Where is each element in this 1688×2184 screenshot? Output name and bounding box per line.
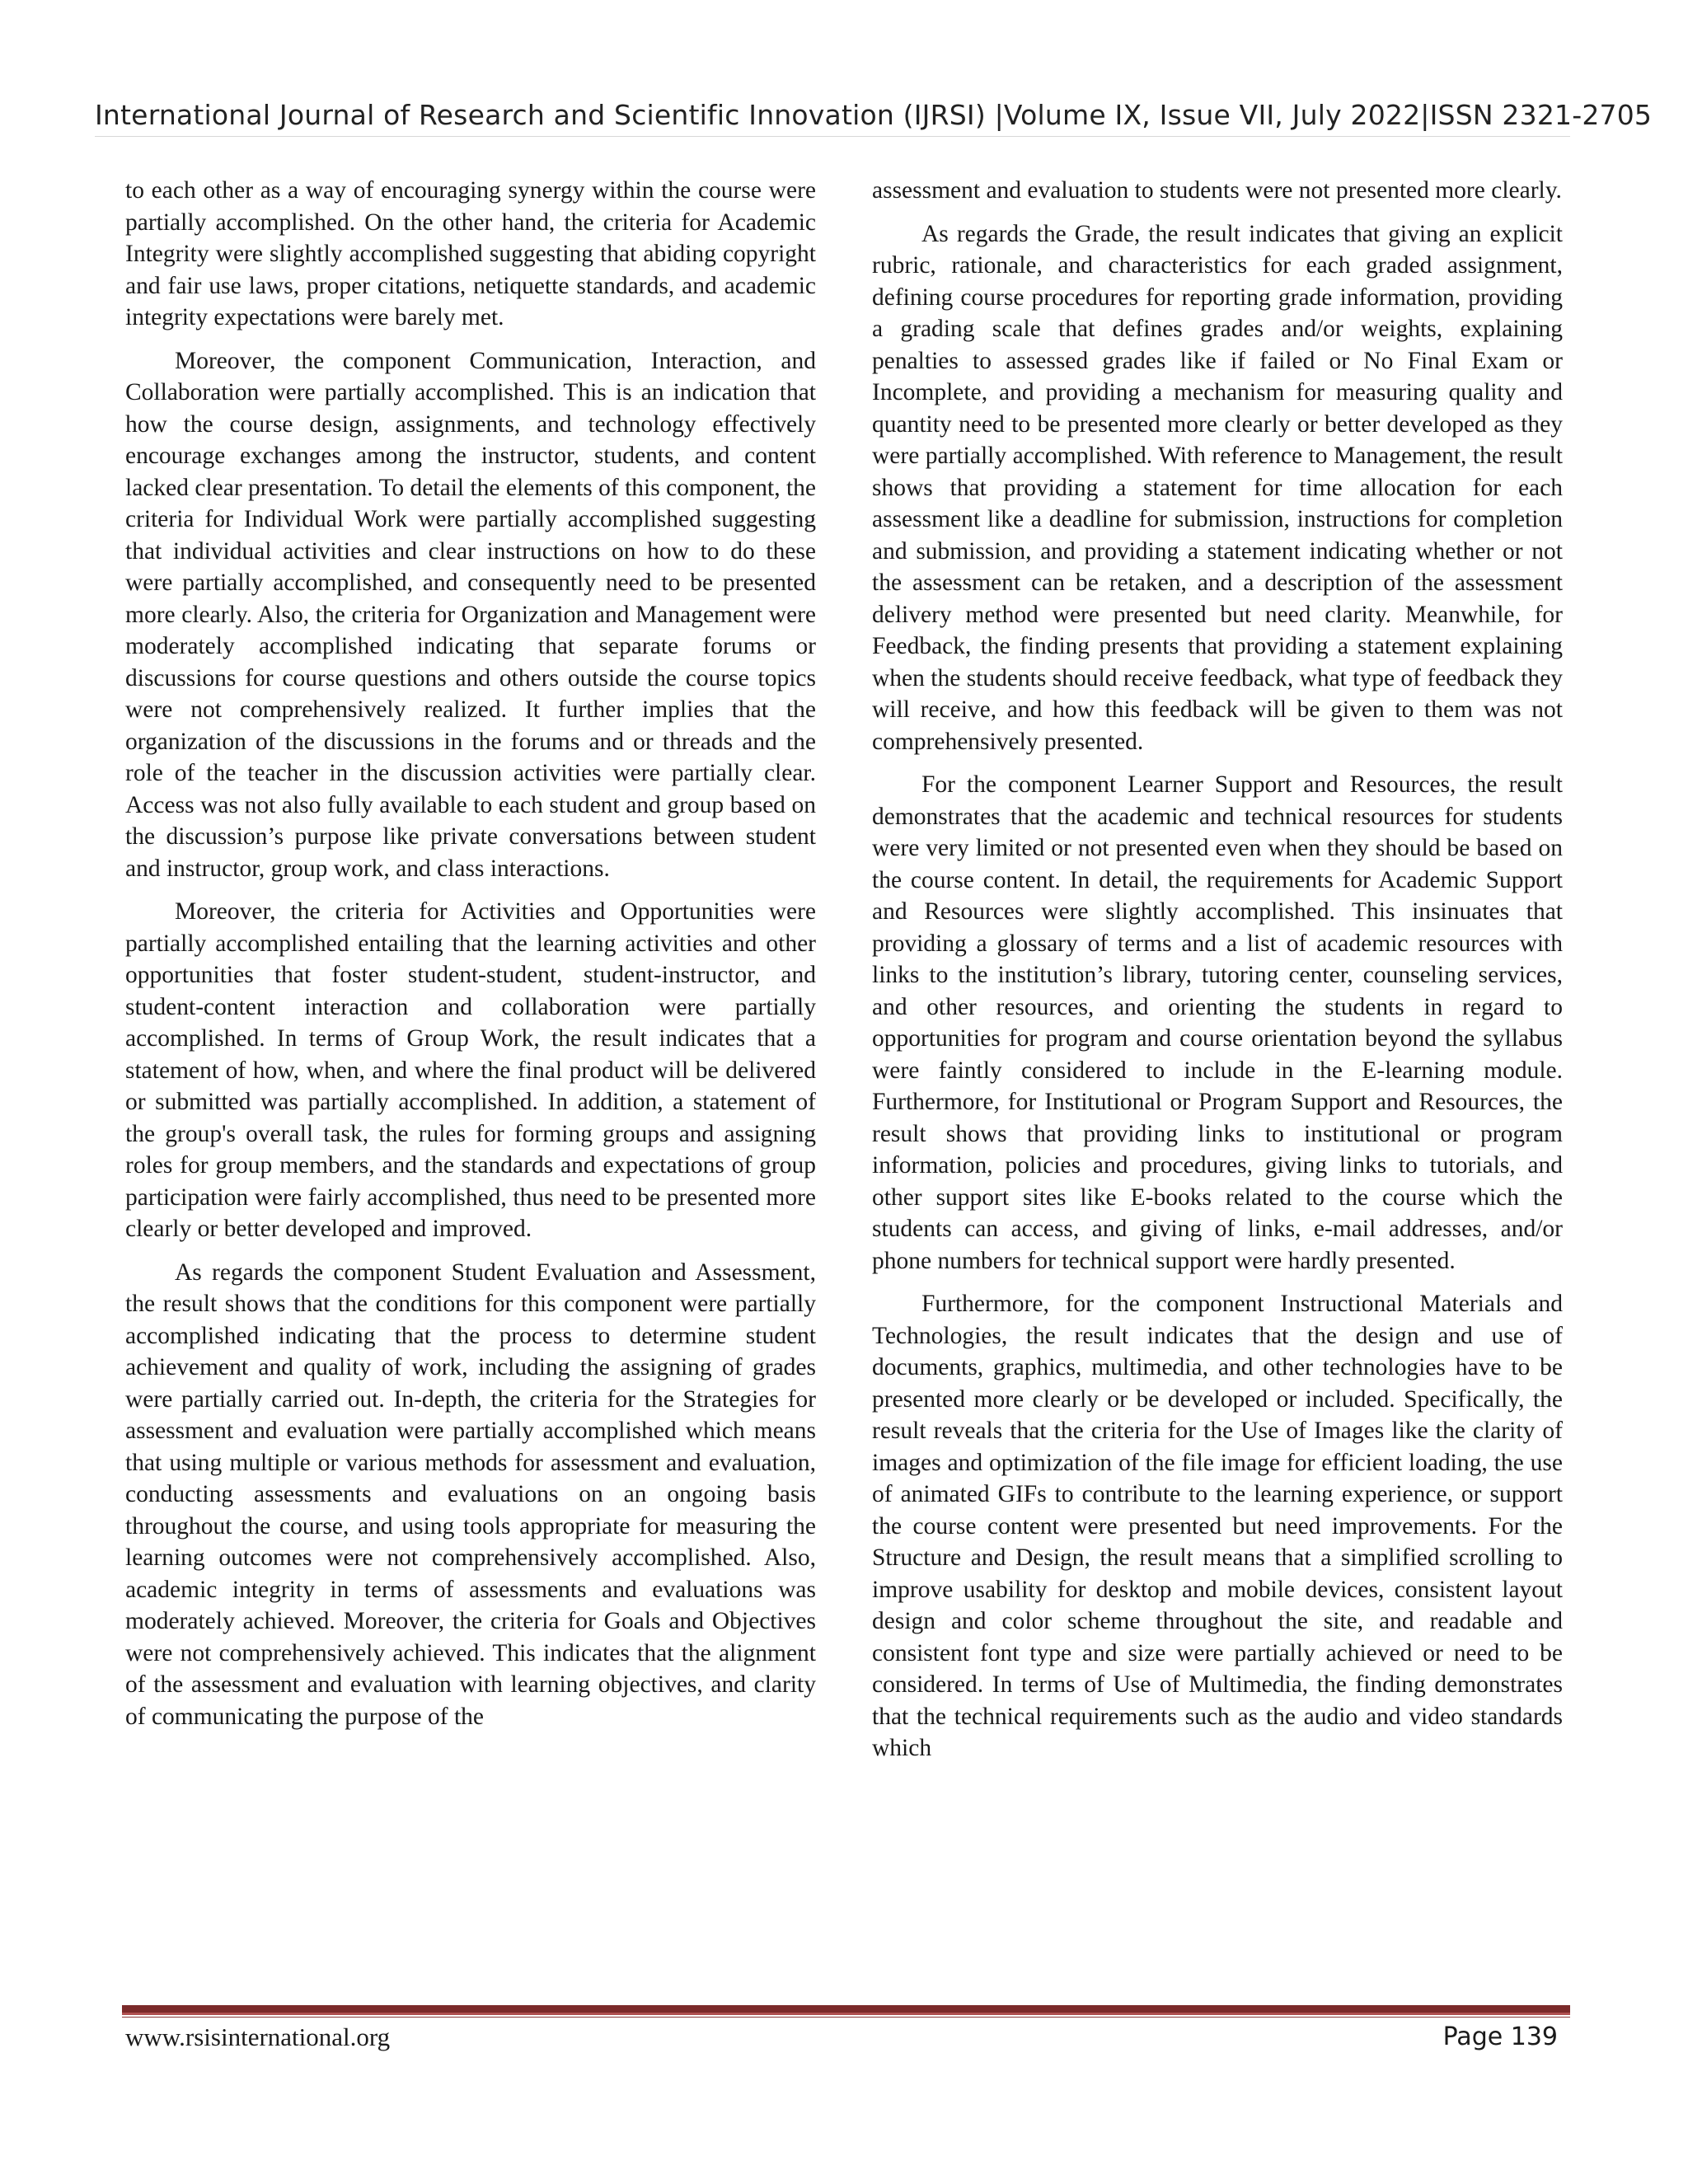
paragraph: Moreover, the component Communication, Interaction, and Collaboration were partially accomplished. This is an indication that how the course design, assignments, and technology effectively encourage exchanges among the instructor, students, and content lacked clear presentation. To detail the elements of this component, the criteria for Individual Work were partially accomplished suggesting that individual activities and clear instructions on how to do these were partially accomplished, and consequently need to be presented more clearly. Also, the criteria for Organization and Management were moderately accomplished indicating that separate forums or discussions for course questions and others outside the course topics were not comprehensively realized. It further implies that the organization of the discussions in the forums and or threads and the role of the teacher in the discussion activities were partially clear. Access was not also fully available to each student and group based on the discussion’s purpose like private conversations between student and instructor, group work, and class interactions.	[125, 347, 816, 882]
paragraph: As regards the Grade, the result indicates that giving an explicit rubric, rationale, and characteristics for each graded assignment, defining course procedures for reporting grade information, providing a grading scale that defines grades and/or weights, explaining penalties to assessed grades like if failed or No Final Exam or Incomplete, and providing a mechanism for measuring quality and quantity need to be presented more clearly or better developed as they were partially accomplished. With reference to Management, the result shows that providing a statement for time allocation for each assessment like a deadline for submission, instructions for completion and submission, and providing a statement indicating whether or not the assessment can be retaken, and a description of the assessment delivery method were presented but need clarity. Meanwhile, for Feedback, the finding presents that providing a statement explaining when the students should receive feedback, what type of feedback they will receive, and how this feedback will be given to them was not comprehensively presented.	[872, 220, 1563, 755]
paragraph: As regards the component Student Evaluation and Assessment, the result shows that the conditions for this component were partially accomplished indicating that the process to determine student achievement and quality of work, including the assigning of grades were partially carried out. In-depth, the criteria for the Strategies for assessment and evaluation were partially accomplished which means that using multiple or various methods for assessment and evaluation, conducting assessments and evaluations on an ongoing basis throughout the course, and using tools appropriate for measuring the learning outcomes were not comprehensively accomplished. Also, academic integrity in terms of assessments and evaluations was moderately achieved. Moreover, the criteria for Goals and Objectives were not comprehensively achieved. This indicates that the alignment of the assessment and evaluation with learning objectives, and clarity of communicating the purpose of the	[125, 1258, 816, 1730]
footer-website: www.rsisinternational.org	[125, 2022, 391, 2051]
paragraph: to each other as a way of encouraging synergy within the course were partially accomplished. On the other hand, the criteria for Academic Integrity were slightly accomplished suggesting that abiding copyright and fair use laws, proper citations, netiquette standards, and academic integrity expectations were barely met.	[125, 177, 816, 330]
right-column	[872, 175, 1563, 1776]
footer-divider	[122, 2005, 1570, 2015]
footer-divider-thin	[122, 2017, 1570, 2018]
paragraph: Moreover, the criteria for Activities and Opportunities were partially accomplished entailing that the learning activities and other opportunities that foster student-student, student-instructor, and student-content interaction and collaboration were partially accomplished. In terms of Group Work, the result indicates that a statement of how, when, and where the final product will be delivered or submitted was partially accomplished. In addition, a statement of the group's overall task, the rules for forming groups and assigning roles for group members, and the standards and expectations of group participation were fairly accomplished, thus need to be presented more clearly or better developed and improved.	[125, 898, 816, 1242]
paragraph: Furthermore, for the component Instructional Materials and Technologies, the result indicates that the design and use of documents, graphics, multimedia, and other technologies have to be presented more clearly or be developed or included. Specifically, the result reveals that the criteria for the Use of Images like the clarity of images and optimization of the file image for efficient loading, the use of animated GIFs to contribute to the learning experience, or support the course content were presented but need improvements. For the Structure and Design, the result means that a simplified scrolling to improve usability for desktop and mobile devices, consistent layout design and color scheme throughout the site, and readable and consistent font type and size were partially achieved or need to be considered. In terms of Use of Multimedia, the finding demonstrates that the technical requirements such as the audio and video standards which	[872, 1291, 1563, 1761]
journal-header: International Journal of Research and Scientific Innovation (IJRSI) |Volume IX, Issue VII, July 2022|ISSN 2321-2705	[95, 99, 1653, 131]
page-number: Page 139	[1442, 2022, 1558, 2051]
paragraph: assessment and evaluation to students were not presented more clearly.	[872, 177, 1562, 204]
header-divider	[95, 136, 1570, 137]
paragraph: For the component Learner Support and Resources, the result demonstrates that the academic and technical resources for students were very limited or not presented even when they should be based on the course content. In detail, the requirements for Academic Support and Resources were slightly accomplished. This insinuates that providing a glossary of terms and a list of academic resources with links to the institution’s library, tutoring center, counseling services, and other resources, and orienting the students in regard to opportunities for program and course orientation beyond the syllabus were faintly considered to include in the E-learning module. Furthermore, for Institutional or Program Support and Resources, the result shows that providing links to institutional or program information, policies and procedures, giving links to tutorials, and other support sites like E-books related to the course which the students can access, and giving of links, e-mail addresses, and/or phone numbers for technical support were hardly presented.	[872, 771, 1563, 1274]
left-column	[125, 175, 816, 1744]
